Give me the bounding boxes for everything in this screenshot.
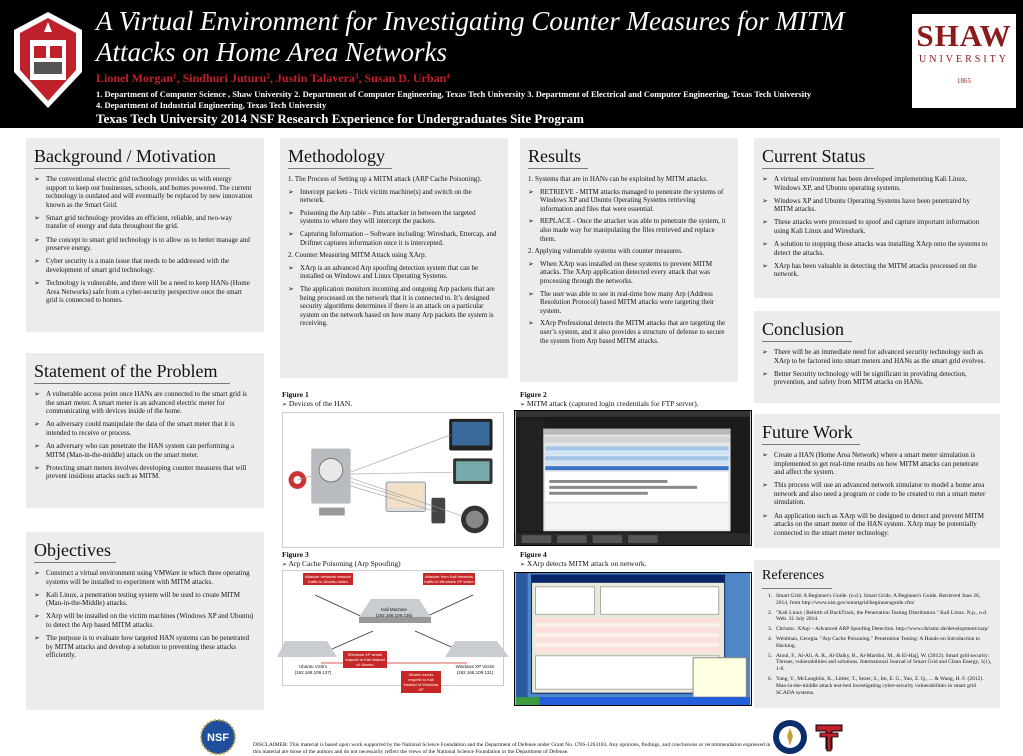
figure-2-wireshark-screenshot (514, 410, 752, 546)
reference-text: Smart Grid: A Beginner's Guide. (n.d.). Smart Grids: A Beginner's Guide. Retrieved June 26, 2014, from http://www.nist.gov/smartgrid/beginnersguide.cfm/ (776, 593, 981, 606)
results-title: Results (528, 146, 582, 166)
list-item: ➢ The user was able to see in real-time how many Arp (Address Resolution Protocol) based MITM attacks were targeting their system. (528, 289, 715, 315)
attack-note-winxp: Attacker from Kali forwards traffic to Windows XP victim (424, 574, 474, 584)
figure-1-label: Figure 1 (282, 390, 309, 399)
list-item: ➢ XArp is an advanced Arp spoofing detection system that can be installed on Windows and Linux Operating Systems. (288, 263, 479, 281)
poster-title: A Virtual Environment for Investigating Counter Measures for MITM Attacks on Home Area Networks (96, 6, 845, 67)
ubuntu-node-label (287, 664, 339, 675)
disclaimer-text: DISCLAIMER: This material is based upon work supported by the National Science Foundation and the Department of Defense under Grant No. CNS-1263183. Any opinions, findings, and conclusions or recommendation expressed in this material are those of the authors and do not necessarily reflect the views of the National Science Foundation or the Department of Defense. (253, 742, 771, 755)
future-work-list (754, 451, 1000, 537)
list-item-text: Capturing Information – Software including: Wireshark, Ettercap, and Driftnet captures information once it is intercepted. (300, 229, 497, 247)
list-item-text: When XArp was installed on these systems to prevent MITM attacks. The XArp application detected every attack that was processing through the networks. (540, 259, 713, 285)
objectives-panel (26, 532, 264, 710)
methodology-list (280, 175, 508, 328)
background-title: Background / Motivation (34, 146, 216, 166)
list-item-text: Intercept packets - Trick victim machine(s) and switch on the network. (300, 187, 472, 205)
reference-text: Chrismc. XArp – Advanced ARP Spoofing Detection. http://www.chrismc.de/development/xarp/ (776, 626, 989, 633)
list-item: ➢ Cyber security is a main issue that needs to be addressed with the development of smart grid technology. (34, 257, 254, 274)
list-item: 2. Applying vulnerable systems with counter measures. (528, 247, 683, 256)
conclusion-panel (754, 311, 1000, 403)
shaw-logo-name: SHAW (916, 18, 1012, 53)
reference-text: "Kali Linux | Rebirth of BackTrack, the Penetration Testing Distribution." Kali Linux. N.p., n.d. Web. 31 July 2014. (776, 609, 988, 623)
figure-1-text: Devices of the HAN. (288, 399, 353, 408)
poster-header (0, 0, 1023, 128)
kali-node-name: Kali Machine (381, 607, 407, 612)
list-item: ➢ There will be an immediate need for advanced security technology such as XArp to be factored into smart meters and HANs as the smart grid evolves. (762, 348, 990, 365)
list-item: ➢ XArp will be installed on the victim machines (Windows XP and Ubuntu) to detect the Arp based MITM attacks. (34, 612, 254, 629)
reference-item (768, 626, 992, 633)
reference-number: 4. (768, 635, 773, 642)
kali-node-label (365, 607, 423, 618)
texas-tech-double-t-icon (812, 719, 846, 755)
problem-list (26, 390, 264, 481)
list-item: ➢ The application monitors incoming and outgoing Arp packets that are being processed on the network that it is connected to. It’s designed security algorithms determines if there is an attack on a particular system on the network based on how many Arp packets the system is receiving. (288, 284, 495, 328)
reference-text: Weidman, Georgia. "Arp Cache Poisoning." Penetration Testing: A Hands-on Introduction to Hacking. (776, 635, 981, 649)
list-item: ➢ An application such as XArp will be designed to detect and prevent MITM attacks on the smart meter of the HAN system. XArp may be potentially connected to the smart meter technology. (762, 512, 990, 538)
kali-node-ip: (192.168.109.136) (375, 612, 413, 618)
list-item-text: REPLACE - Once the attacker was able to penetrate the system, it also made way for manipulating the files retrieved and replace them. (540, 217, 726, 243)
reference-number: 1. (768, 593, 773, 599)
request-note-ubuntu: Ubuntu sends request to Kali instead of Windows XP (401, 671, 441, 693)
list-item: ➢ Windows XP and Ubuntu Operating Systems have been penetrated by MITM attacks. (762, 197, 990, 214)
list-item-text: Poisoning the Arp table – Puts attacker in between the targeted systems to where they will intercept the packets. (300, 208, 476, 226)
results-list (520, 175, 738, 345)
reference-item (768, 593, 992, 607)
figure-4-text: XArp detects MITM attack on network. (526, 559, 647, 568)
status-panel (754, 138, 1000, 298)
texas-tech-seal-icon (12, 10, 84, 110)
shaw-logo-year: 1865 (957, 77, 971, 85)
list-item: ➢ When XArp was installed on these systems to prevent MITM attacks. The XArp application detected every attack that was processing through the networks. (528, 259, 713, 285)
shaw-logo-sub: UNIVERSITY (919, 54, 1009, 65)
author-list: Lionel Morgan¹, Sindhuri Juturu², Justin Talavera³, Susan D. Urban⁴ (96, 71, 450, 85)
figure-3-text: Arp Cache Poisoning (Arp Spoofing) (288, 559, 401, 568)
ubuntu-node-ip: (192.168.109.137) (294, 669, 332, 675)
reference-item (768, 636, 992, 650)
list-item-text: XArp Professional detects the MITM attacks that are targeting the user’s system, and it also provides a structure of defense to secure the system from Arp based MITM attacks. (540, 319, 726, 345)
list-item: ➢ An adversary could manipulate the data of the smart meter that it is intended to receive or process. (34, 420, 254, 437)
winxp-node-label (447, 664, 503, 675)
attack-note-ubuntu: Attacker forwards network traffic to Ubuntu victim (304, 574, 352, 584)
figure-4-label: Figure 4 (520, 550, 547, 559)
list-item: ➢ The purpose is to evaluate how targeted HAN systems can be penetrated by MITM attacks and develop a solution to preventing these attacks efficiently. (34, 634, 254, 660)
list-item: ➢ A solution to stopping those attacks was installing XArp onto the systems to detect the attacks. (762, 240, 990, 257)
affiliations-line-2: 4. Department of Industrial Engineering, Texas Tech University (96, 100, 327, 110)
list-item: 2. Counter Measuring MITM Attack using XArp. (288, 251, 427, 260)
list-item: ➢ Kali Linux, a penetration testing system will be used to create MITM (Man-in-the-Middle) attacks. (34, 591, 254, 608)
list-item-text: The user was able to see in real-time how many Arp (Address Resolution Protocol) based MITM attacks were targeting their system. (540, 289, 715, 315)
shaw-university-logo (912, 14, 1016, 108)
references-panel (754, 560, 1000, 708)
reference-item (768, 653, 992, 673)
list-item: 1. The Process of Setting up a MITM attack (ARP Cache Poisoning). (288, 175, 482, 183)
list-item: ➢ The conventional electric grid technology provides us with energy support to keep our businesses, schools, and homes powered. The current technology is outdated and will eventually be replaced by new innovation known as the Smart Grid. (34, 175, 254, 209)
list-item: ➢ The concept to smart grid technology is to allow us to better manage and preserve energy. (34, 236, 254, 253)
background-list (26, 175, 264, 305)
reference-item (768, 676, 992, 696)
reference-number: 6. (768, 675, 773, 682)
affiliations-line-1: 1. Department of Computer Science , Shaw University 2. Department of Computer Engineering, Texas Tech University 3. Department of Electrical and Computer Engineering, Texas Tech University (96, 89, 812, 99)
list-item-text: The application monitors incoming and outgoing Arp packets that are being processed on the network that it is connected to. It’s designed security algorithms determines if there is an attack on a particular system on the network based on how many Arp packets the system is receiving. (300, 284, 495, 328)
reference-number: 2. (768, 609, 773, 616)
list-item: ➢ Protecting smart meters involves developing counter measures that will prevent insidious attacks such as MITM. (34, 464, 254, 481)
reference-text: Aloul, F., Al-Ali, A. R., Al-Dalky, R., Al-Mardini, M., & El-Hajj, W. (2012). Smart grid security: Threats, vulnerabilities and solutions. International Journal of Smart Grid and Clean Energy, 1(1), 1-6. (776, 652, 992, 673)
winxp-node-ip: (192.168.109.131) (456, 669, 494, 675)
references-list (754, 593, 1000, 696)
list-item: ➢ Intercept packets - Trick victim machine(s) and switch on the network. (288, 187, 472, 205)
list-item: ➢ Poisoning the Arp table – Puts attacker in between the targeted systems to where they will intercept the packets. (288, 208, 476, 226)
reference-number: 3. (768, 626, 773, 633)
list-item-text: RETRIEVE - MITM attacks managed to penetrate the systems of Windows XP and Ubuntu Operating Systems retrieving information and files that were essential. (540, 187, 724, 213)
figure-4-caption: Figure 4 ➢ XArp detects MITM attack on network. (520, 550, 647, 568)
figure-3-label: Figure 3 (282, 550, 309, 559)
list-item: ➢ Smart grid technology provides an efficient, reliable, and two-way transfer of energy and data throughout the grid. (34, 214, 254, 231)
figure-1-caption: Figure 1 ➢ Devices of the HAN. (282, 390, 353, 408)
status-list (754, 175, 1000, 279)
list-item: ➢ Capturing Information – Software including: Wireshark, Ettercap, and Driftnet captures information once it is intercepted. (288, 229, 497, 247)
future-work-title: Future Work (762, 422, 853, 442)
future-work-panel (754, 414, 1000, 548)
figure-2-label: Figure 2 (520, 390, 547, 399)
reference-text: Yang, Y., McLaughlin, K., Littler, T., Sezer, S., Im, E. G., Yao, Z. Q., ... & Wang, H. F. (2012). Man-in-the-middle attack test-bed investigating cyber-security vulnerabilities in smart grid SCADA systems. (776, 675, 984, 696)
nsf-logo-text: NSF (207, 732, 229, 744)
list-item: ➢ A virtual environment has been developed implementing Kali Linux, Windows XP, and Ubuntu operating systems. (762, 175, 990, 192)
list-item: ➢ REPLACE - Once the attacker was able to penetrate the system, it also made way for manipulating the files retrieved and replace them. (528, 217, 726, 243)
program-name: Texas Tech University 2014 NSF Research Experience for Undergraduates Site Program (96, 111, 584, 126)
status-title: Current Status (762, 146, 866, 166)
figure-3-caption: Figure 3 ➢ Arp Cache Poisoning (Arp Spoofing) (282, 550, 401, 568)
conclusion-list (754, 348, 1000, 387)
problem-panel (26, 353, 264, 508)
list-item: ➢ XArp has been valuable in detecting the MITM attacks processed on the network. (762, 262, 990, 279)
methodology-title: Methodology (288, 146, 385, 166)
reference-number: 5. (768, 652, 773, 659)
methodology-panel (280, 138, 508, 378)
figure-3-arp-diagram (282, 570, 504, 692)
background-panel (26, 138, 264, 332)
problem-title: Statement of the Problem (34, 361, 218, 381)
list-item: ➢ These attacks were processed to spoof and capture important information using Kali Linux and Wireshark. (762, 218, 990, 235)
references-title: References (762, 568, 825, 583)
figure-4-xarp-screenshot (514, 572, 752, 706)
list-item-text: XArp is an advanced Arp spoofing detection system that can be installed on Windows and Linux Operating Systems. (300, 263, 479, 281)
conclusion-title: Conclusion (762, 319, 845, 339)
results-panel (520, 138, 738, 382)
dod-seal-icon (772, 719, 808, 755)
list-item: ➢ Better Security technology will be significant in providing detection, prevention, and safety from MITM attacks on HANs. (762, 370, 990, 387)
figure-2-text: MITM attack (captured login credentials for FTP server). (526, 399, 699, 408)
request-note-winxp: Windows XP sends request to Kali instead of Ubuntu (343, 651, 387, 668)
list-item: ➢ A vulnerable access point once HANs are connected to the smart grid is the smart meter. A smart meter is an advanced electric meter for communicating with devices inside of the home. (34, 390, 254, 416)
list-item: ➢ An adversary who can penetrate the HAN system can performing a MITM (Man-in-the-middle) attack on the smart meter. (34, 442, 254, 459)
objectives-list (26, 569, 264, 660)
list-item: ➢ Technology is vulnerable, and there will be a need to keep HANs (Home Area Networks) safe from a cyber-security perspective once the smart grid is connected to homes. (34, 279, 254, 305)
nsf-logo-icon (196, 718, 240, 756)
list-item: ➢ Create a HAN (Home Area Network) where a smart meter simulation is implemented to get real-time results on how MITM attacks can penetrate and affect the system. (762, 451, 990, 477)
list-item: ➢ Construct a virtual environment using VMWare in which three operating systems will be installed to experiment with MITM attacks. (34, 569, 254, 586)
list-item: ➢ This process will use an advanced network simulator to model a home area network and also need a program or code to be created to run a smart meter simulation. (762, 481, 990, 507)
objectives-title: Objectives (34, 540, 111, 560)
figure-1-han-devices (282, 412, 504, 548)
list-item: ➢ XArp Professional detects the MITM attacks that are targeting the user’s system, and it also provides a structure of defense to secure the system from Arp based MITM attacks. (528, 319, 726, 345)
ubuntu-node-name: Ubuntu Victim (299, 664, 327, 669)
list-item: ➢ RETRIEVE - MITM attacks managed to penetrate the systems of Windows XP and Ubuntu Operating Systems retrieving information and files that were essential. (528, 187, 724, 213)
winxp-node-name: Windows XP Victim (455, 664, 495, 669)
figure-2-caption: Figure 2 ➢ MITM attack (captured login credentials for FTP server). (520, 390, 699, 408)
list-item: 1. Systems that are in HANs can be exploited by MITM attacks. (528, 175, 708, 183)
reference-item (768, 610, 992, 624)
